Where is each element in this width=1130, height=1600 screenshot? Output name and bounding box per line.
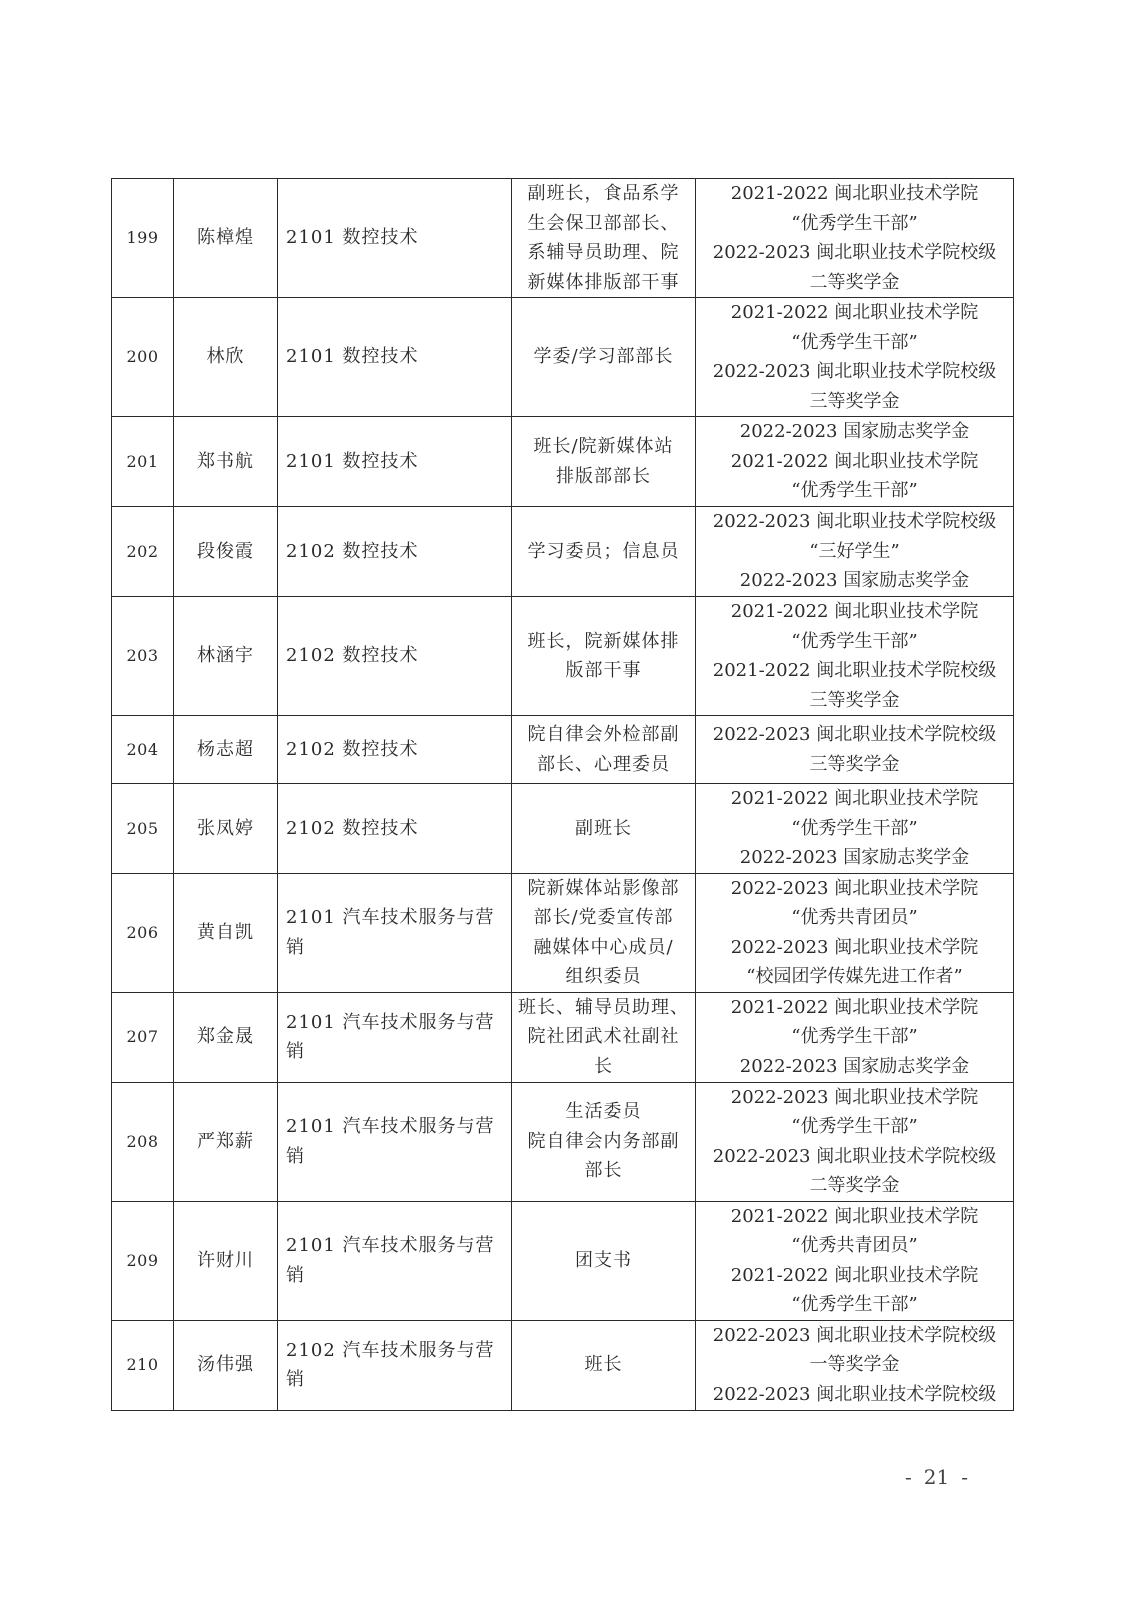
honor-cell bbox=[696, 298, 1014, 417]
honor-cell bbox=[696, 873, 1014, 992]
row-number-cell: 205 bbox=[112, 784, 174, 874]
class-cell bbox=[278, 1201, 512, 1320]
student-name-cell: 杨志超 bbox=[174, 716, 278, 784]
row-number-cell: 203 bbox=[112, 597, 174, 716]
honor-line: 2022-2023 闽北职业技术学院校级 bbox=[712, 1324, 997, 1346]
position-line: 院社团武术社副社 bbox=[527, 1026, 680, 1048]
position-line: 班长/院新媒体站 bbox=[533, 436, 674, 457]
class-line: 2101 汽车技术服务与营 bbox=[286, 1116, 495, 1137]
honor-line: “优秀学生干部” bbox=[791, 1294, 918, 1315]
class-cell bbox=[278, 1320, 512, 1410]
class-cell bbox=[278, 992, 512, 1082]
class-line: 2101 数控技术 bbox=[286, 227, 419, 249]
honor-line: 2021-2022 闽北职业技术学院 bbox=[730, 450, 979, 472]
position-cell bbox=[512, 716, 696, 784]
position-cell bbox=[512, 179, 696, 298]
table-row bbox=[112, 179, 1014, 298]
class-line: 2101 汽车技术服务与营 bbox=[286, 1011, 495, 1033]
page-number bbox=[905, 1465, 968, 1489]
table-row bbox=[112, 716, 1014, 784]
position-line: 系辅导员助理、院 bbox=[527, 242, 680, 263]
position-line: 部长、心理委员 bbox=[537, 753, 670, 775]
honor-line: “优秀共青团员” bbox=[791, 1235, 918, 1256]
honor-line: 二等奖学金 bbox=[809, 1175, 900, 1196]
honor-line: 2022-2023 闽北职业技术学院 bbox=[730, 936, 979, 958]
honor-line: “优秀学生干部” bbox=[791, 1026, 918, 1048]
table-row bbox=[112, 507, 1014, 597]
row-number-cell: 200 bbox=[112, 298, 174, 417]
table-row bbox=[112, 992, 1014, 1082]
student-name-cell: 郑书航 bbox=[174, 417, 278, 507]
position-line: 院自律会内务部副 bbox=[527, 1130, 680, 1152]
position-line: 副班长，食品系学 bbox=[527, 183, 680, 204]
honor-line: “校园团学传媒先进工作者” bbox=[746, 966, 963, 987]
honor-line: 2022-2023 闽北职业技术学院校级 bbox=[712, 361, 997, 382]
class-cell bbox=[278, 417, 512, 507]
honor-line: 三等奖学金 bbox=[809, 689, 900, 711]
class-cell bbox=[278, 507, 512, 597]
honor-line: 二等奖学金 bbox=[809, 271, 900, 293]
class-cell bbox=[278, 716, 512, 784]
student-name-cell: 许财川 bbox=[174, 1201, 278, 1320]
table-row bbox=[112, 784, 1014, 874]
class-line: 2101 汽车技术服务与营 bbox=[286, 1235, 495, 1256]
honor-cell bbox=[696, 1082, 1014, 1201]
honor-line: 2022-2023 闽北职业技术学院校级 bbox=[712, 242, 997, 263]
honor-line: 2022-2023 国家励志奖学金 bbox=[739, 847, 970, 868]
class-cell bbox=[278, 298, 512, 417]
position-line: 新媒体排版部干事 bbox=[527, 271, 680, 293]
honor-line: 2021-2022 闽北职业技术学院 bbox=[730, 183, 979, 204]
honor-cell bbox=[696, 507, 1014, 597]
student-name-cell: 林涵宇 bbox=[174, 597, 278, 716]
position-cell bbox=[512, 1320, 696, 1410]
class-line: 2102 数控技术 bbox=[286, 540, 419, 562]
class-cell bbox=[278, 597, 512, 716]
award-table bbox=[111, 178, 1014, 1411]
honor-cell bbox=[696, 1320, 1014, 1410]
position-cell bbox=[512, 298, 696, 417]
position-line: 组织委员 bbox=[565, 966, 642, 987]
honor-cell bbox=[696, 716, 1014, 784]
position-cell bbox=[512, 507, 696, 597]
honor-line: 2022-2023 闽北职业技术学院校级 bbox=[712, 724, 997, 745]
class-line: 2102 汽车技术服务与营 bbox=[286, 1339, 495, 1361]
position-line: 生活委员 bbox=[565, 1101, 642, 1123]
table-row bbox=[112, 1201, 1014, 1320]
honor-cell bbox=[696, 597, 1014, 716]
table-row bbox=[112, 417, 1014, 507]
position-cell bbox=[512, 1082, 696, 1201]
class-line: 2102 数控技术 bbox=[286, 738, 419, 760]
position-line: 部长/党委宣传部 bbox=[533, 907, 674, 928]
honor-line: 2022-2023 闽北职业技术学院校级 bbox=[712, 511, 997, 533]
honor-line: “优秀学生干部” bbox=[791, 630, 918, 652]
position-line: 班长，院新媒体排 bbox=[527, 630, 680, 652]
honor-line: “三好学生” bbox=[809, 540, 900, 562]
table-row bbox=[112, 1082, 1014, 1201]
honor-line: 三等奖学金 bbox=[809, 390, 900, 412]
row-number-cell: 206 bbox=[112, 873, 174, 992]
honor-cell bbox=[696, 179, 1014, 298]
position-cell bbox=[512, 597, 696, 716]
row-number-cell: 210 bbox=[112, 1320, 174, 1410]
honor-line: “优秀学生干部” bbox=[791, 480, 918, 502]
class-line: 2101 数控技术 bbox=[286, 450, 419, 472]
table-row bbox=[112, 1320, 1014, 1410]
honor-line: 一等奖学金 bbox=[809, 1354, 900, 1376]
honor-line: 2021-2022 闽北职业技术学院 bbox=[730, 1264, 979, 1286]
position-line: 院新媒体站影像部 bbox=[527, 877, 680, 899]
page-number-value: 21 bbox=[923, 1465, 950, 1489]
class-line: 2102 数控技术 bbox=[286, 817, 419, 839]
position-line: 学习委员；信息员 bbox=[527, 540, 680, 562]
honor-line: “优秀学生干部” bbox=[791, 1116, 918, 1137]
student-name-cell: 张凤婷 bbox=[174, 784, 278, 874]
position-line: 团支书 bbox=[575, 1249, 632, 1271]
position-line: 部长 bbox=[584, 1160, 623, 1182]
honor-line: 2022-2023 闽北职业技术学院校级 bbox=[712, 1145, 997, 1167]
class-line: 2101 数控技术 bbox=[286, 346, 419, 368]
class-line: 销 bbox=[286, 1145, 305, 1167]
class-cell bbox=[278, 873, 512, 992]
class-line: 2102 数控技术 bbox=[286, 645, 419, 667]
honor-line: 2022-2023 闽北职业技术学院校级 bbox=[712, 1383, 997, 1405]
position-cell bbox=[512, 873, 696, 992]
student-name-cell: 汤伟强 bbox=[174, 1320, 278, 1410]
position-line: 班长、辅导员助理、 bbox=[518, 996, 689, 1018]
row-number-cell: 204 bbox=[112, 716, 174, 784]
position-cell bbox=[512, 1201, 696, 1320]
honor-line: “优秀学生干部” bbox=[791, 212, 918, 234]
honor-line: “优秀学生干部” bbox=[791, 817, 918, 839]
position-line: 班长 bbox=[584, 1354, 623, 1376]
honor-cell bbox=[696, 417, 1014, 507]
position-line: 副班长 bbox=[575, 817, 632, 839]
position-line: 学委/学习部部长 bbox=[533, 346, 674, 368]
honor-line: 2022-2023 闽北职业技术学院 bbox=[730, 877, 979, 899]
class-line: 2101 汽车技术服务与营 bbox=[286, 907, 495, 928]
class-line: 销 bbox=[286, 1041, 305, 1062]
page-number-dash-right: - bbox=[961, 1465, 968, 1489]
table-row bbox=[112, 873, 1014, 992]
class-line: 销 bbox=[286, 1264, 305, 1286]
class-line: 销 bbox=[286, 936, 305, 958]
class-line: 销 bbox=[286, 1369, 305, 1390]
position-cell bbox=[512, 784, 696, 874]
honor-line: 2022-2023 闽北职业技术学院 bbox=[730, 1086, 979, 1108]
row-number-cell: 208 bbox=[112, 1082, 174, 1201]
position-line: 版部干事 bbox=[565, 660, 642, 681]
student-name-cell: 林欣 bbox=[174, 298, 278, 417]
position-line: 排版部部长 bbox=[556, 465, 651, 487]
row-number-cell: 207 bbox=[112, 992, 174, 1082]
honor-cell bbox=[696, 992, 1014, 1082]
position-line: 长 bbox=[594, 1055, 613, 1077]
student-name-cell: 黄自凯 bbox=[174, 873, 278, 992]
honor-line: “优秀共青团员” bbox=[791, 907, 918, 928]
position-cell bbox=[512, 992, 696, 1082]
honor-cell bbox=[696, 784, 1014, 874]
honor-line: 2021-2022 闽北职业技术学院 bbox=[730, 302, 979, 323]
honor-line: 2021-2022 闽北职业技术学院 bbox=[730, 996, 979, 1018]
honor-line: 2022-2023 国家励志奖学金 bbox=[739, 570, 970, 592]
position-line: 融媒体中心成员/ bbox=[533, 936, 674, 958]
student-name-cell: 郑金晟 bbox=[174, 992, 278, 1082]
position-line: 生会保卫部部长、 bbox=[527, 212, 680, 234]
honor-line: 2021-2022 闽北职业技术学院 bbox=[730, 1205, 979, 1227]
honor-line: 2022-2023 国家励志奖学金 bbox=[739, 1055, 970, 1077]
honor-line: 2021-2022 闽北职业技术学院校级 bbox=[712, 660, 997, 681]
table-row bbox=[112, 597, 1014, 716]
table-row bbox=[112, 298, 1014, 417]
position-cell bbox=[512, 417, 696, 507]
honor-line: 2021-2022 闽北职业技术学院 bbox=[730, 601, 979, 622]
class-cell bbox=[278, 1082, 512, 1201]
student-name-cell: 陈樟煌 bbox=[174, 179, 278, 298]
honor-line: 2021-2022 闽北职业技术学院 bbox=[730, 788, 979, 809]
student-name-cell: 段俊霞 bbox=[174, 507, 278, 597]
honor-line: 2022-2023 国家励志奖学金 bbox=[739, 421, 970, 443]
class-cell bbox=[278, 179, 512, 298]
position-line: 院自律会外检部副 bbox=[527, 724, 680, 745]
honor-cell bbox=[696, 1201, 1014, 1320]
student-name-cell: 严郑薪 bbox=[174, 1082, 278, 1201]
row-number-cell: 199 bbox=[112, 179, 174, 298]
honor-line: 三等奖学金 bbox=[809, 753, 900, 775]
row-number-cell: 202 bbox=[112, 507, 174, 597]
row-number-cell: 209 bbox=[112, 1201, 174, 1320]
row-number-cell: 201 bbox=[112, 417, 174, 507]
class-cell bbox=[278, 784, 512, 874]
page-number-dash-left: - bbox=[905, 1465, 912, 1489]
honor-line: “优秀学生干部” bbox=[791, 331, 918, 353]
